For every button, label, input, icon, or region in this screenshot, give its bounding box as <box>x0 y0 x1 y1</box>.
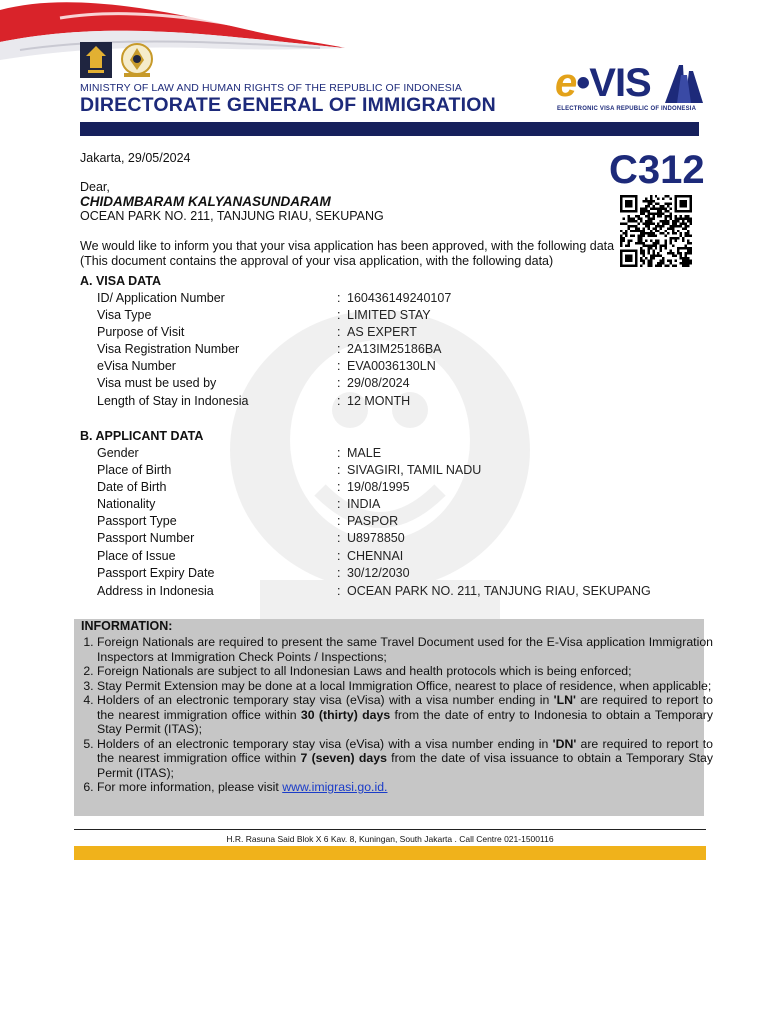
item-text: For more information, please visit <box>97 780 283 794</box>
row-label: Place of Birth <box>97 463 172 477</box>
applicant-data-row <box>97 463 717 480</box>
row-colon: : <box>337 497 341 511</box>
qr-code-icon <box>618 195 694 267</box>
evisa-e: e <box>555 61 577 105</box>
letter-date: Jakarta, 29/05/2024 <box>80 151 191 165</box>
evisa-vis: VIS <box>589 61 651 105</box>
applicant-data-row <box>97 514 717 531</box>
row-value: 19/08/1995 <box>347 480 410 494</box>
row-colon: : <box>337 549 341 563</box>
applicant-data-row <box>97 446 717 463</box>
flag-decoration <box>0 0 360 60</box>
header-bar <box>80 122 699 136</box>
visa-data-row <box>97 308 717 325</box>
row-label: eVisa Number <box>97 359 176 373</box>
imigrasi-link[interactable]: www.imigrasi.go.id. <box>282 780 388 794</box>
row-value: LIMITED STAY <box>347 308 431 322</box>
row-label: Gender <box>97 446 139 460</box>
row-value: 12 MONTH <box>347 394 411 408</box>
row-colon: : <box>337 394 341 408</box>
row-value: U8978850 <box>347 531 405 545</box>
row-label: Purpose of Visit <box>97 325 185 339</box>
information-item: 3. Stay Permit Extension may be done at a local Immigration Office, nearest to place of residence, when applicable; <box>97 679 713 694</box>
item-text: are required to report to the nearest immigration office within <box>97 736 713 765</box>
row-value: CHENNAI <box>347 549 404 563</box>
immigration-emblem-icon <box>116 42 158 78</box>
row-value: INDIA <box>347 497 381 511</box>
row-value: PASPOR <box>347 514 399 528</box>
row-colon: : <box>337 531 341 545</box>
item-days: 30 (thirty) days <box>300 707 391 722</box>
footer-address: H.R. Rasuna Said Blok X 6 Kav. 8, Kuningan, South Jakarta . Call Centre 021-1500116 <box>226 834 554 844</box>
row-label: Date of Birth <box>97 480 167 494</box>
visa-data-row <box>97 376 717 393</box>
row-colon: : <box>337 291 341 305</box>
applicant-data-row <box>97 480 717 497</box>
ministry-emblem-icon <box>80 42 112 78</box>
visa-data-row <box>97 291 717 308</box>
footer-divider <box>74 829 706 830</box>
visa-data-row <box>97 342 717 359</box>
row-value: 160436149240107 <box>347 291 452 305</box>
document-code: C312 <box>609 148 705 192</box>
ministry-title: MINISTRY OF LAW AND HUMAN RIGHTS OF THE REPUBLIC OF INDONESIA <box>80 82 463 94</box>
row-label: Address in Indonesia <box>97 584 214 598</box>
row-label: Visa Type <box>97 308 152 322</box>
row-colon: : <box>337 584 341 598</box>
intro-text-note: (This document contains the approval of your visa application, with the following data) <box>80 254 554 268</box>
applicant-data-row <box>97 566 717 583</box>
row-value: 2A13IM25186BA <box>347 342 442 356</box>
row-label: Visa Registration Number <box>97 342 240 356</box>
directorate-title: DIRECTORATE GENERAL OF IMMIGRATION <box>80 94 496 116</box>
item-text: are required to report to the nearest immigration office within <box>97 693 713 722</box>
row-colon: : <box>337 325 341 339</box>
evisa-logo <box>555 63 705 115</box>
intro-text: We would like to inform you that your visa application has been approved, with the following data <box>80 239 615 253</box>
information-item <box>97 693 713 737</box>
row-value: 29/08/2024 <box>347 376 410 390</box>
evisa-subtitle: ELECTRONIC VISA REPUBLIC OF INDONESIA <box>557 106 697 112</box>
row-colon: : <box>337 342 341 356</box>
visa-data-row <box>97 325 717 342</box>
row-value: MALE <box>347 446 382 460</box>
evisa-wordmark <box>555 61 651 106</box>
row-label: Visa must be used by <box>97 376 217 390</box>
recipient-address: OCEAN PARK NO. 211, TANJUNG RIAU, SEKUPANG <box>80 209 384 223</box>
row-colon: : <box>337 463 341 477</box>
applicant-data-row <box>97 497 717 514</box>
row-value: 30/12/2030 <box>347 566 410 580</box>
monument-icon <box>663 63 705 105</box>
row-colon: : <box>337 446 341 460</box>
item-code: 'LN' <box>553 693 576 707</box>
row-label: Passport Expiry Date <box>97 566 215 580</box>
row-colon: : <box>337 514 341 528</box>
item-text: from the date of visa issuance to obtain a Temporary Stay Permit (ITAS); <box>97 751 713 780</box>
row-value: EVA0036130LN <box>347 359 436 373</box>
item-text: from the date of entry to Indonesia to obtain a Temporary Stay Permit (ITAS); <box>97 707 713 736</box>
greeting: Dear, <box>80 180 110 194</box>
row-colon: : <box>337 308 341 322</box>
row-value: AS EXPERT <box>347 325 417 339</box>
row-label: ID/ Application Number <box>97 291 225 305</box>
visa-data-row <box>97 359 717 376</box>
information-list <box>81 635 713 795</box>
item-text: Holders of an electronic temporary stay visa (eVisa) with a visa number ending in <box>97 736 553 751</box>
item-days: 7 (seven) days <box>300 751 387 765</box>
row-label: Nationality <box>97 497 156 511</box>
row-label: Passport Type <box>97 514 177 528</box>
row-colon: : <box>337 566 341 580</box>
information-item: 2. Foreign Nationals are subject to all Indonesian Laws and health protocols which is being enforced; <box>97 664 713 679</box>
applicant-data-row <box>97 584 717 601</box>
applicant-data-row <box>97 531 717 548</box>
item-code: 'DN' <box>552 736 577 751</box>
footer-bar <box>74 846 706 860</box>
applicant-data-row <box>97 549 717 566</box>
row-value: OCEAN PARK NO. 211, TANJUNG RIAU, SEKUPANG <box>347 584 651 598</box>
recipient-name: CHIDAMBARAM KALYANASUNDARAM <box>80 194 331 209</box>
information-box <box>74 619 713 816</box>
row-value: SIVAGIRI, TAMIL NADU <box>347 463 482 477</box>
row-label: Place of Issue <box>97 549 176 563</box>
information-item: 1. Foreign Nationals are required to present the same Travel Document used for the E-Visa application Immigration Inspectors at Immigration Check Points / Inspections; <box>97 635 713 664</box>
row-colon: : <box>337 376 341 390</box>
visa-data-title: A. VISA DATA <box>80 274 162 288</box>
information-item <box>97 737 713 781</box>
row-colon: : <box>337 359 341 373</box>
row-label: Passport Number <box>97 531 195 545</box>
row-colon: : <box>337 480 341 494</box>
information-title: INFORMATION: <box>81 619 173 633</box>
applicant-data-title: B. APPLICANT DATA <box>80 429 204 443</box>
item-text: Holders of an electronic temporary stay visa (eVisa) with a visa number ending in <box>97 693 554 707</box>
evisa-dot: • <box>576 61 590 105</box>
row-label: Length of Stay in Indonesia <box>97 394 249 408</box>
information-item <box>97 780 713 795</box>
visa-data-row <box>97 394 717 411</box>
